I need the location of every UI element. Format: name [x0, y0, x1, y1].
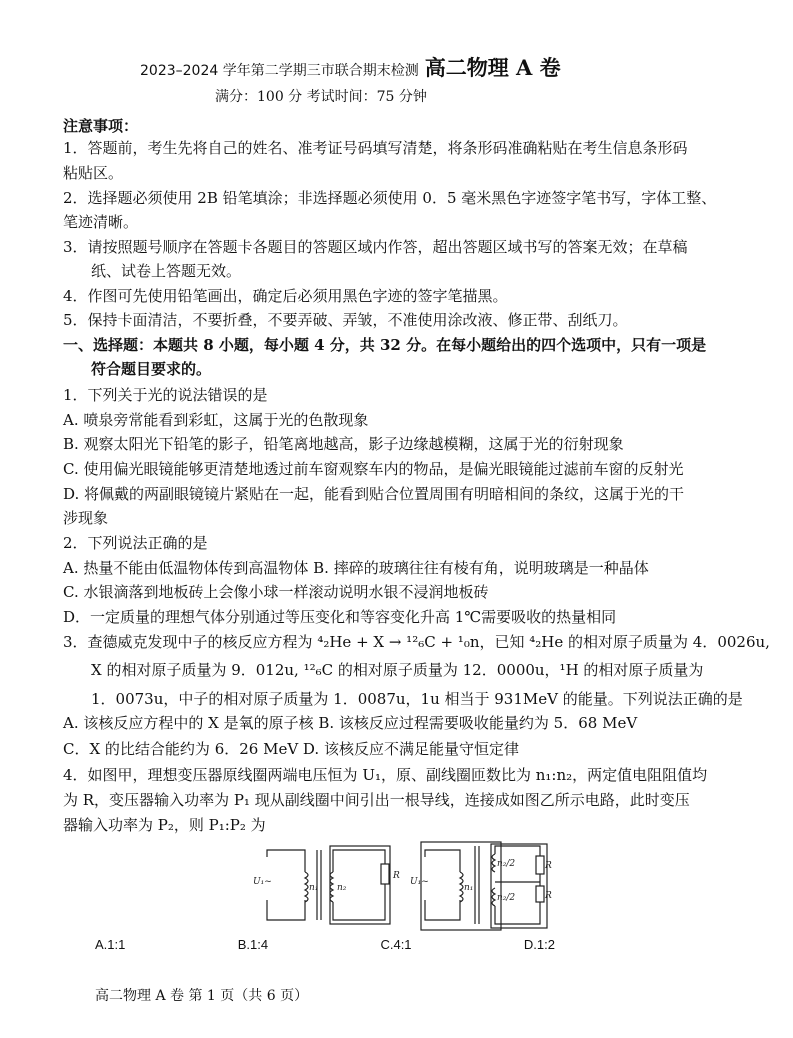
q1-option-b: B. 观察太阳光下铅笔的影子，铅笔离地越高，影子边缘越模糊，这属于光的衍射现象 [63, 435, 624, 453]
title-big: 高二物理 A 卷 [424, 55, 561, 80]
svg-text:n₁: n₁ [464, 883, 474, 893]
note-line: 纸、试卷上答题无效。 [91, 262, 242, 280]
note-line: 3．请按照题号顺序在答题卡各题目的答题区域内作答，超出答题区域书写的答案无效；在草稿 [63, 238, 688, 256]
note-line: 1．答题前，考生先将自己的姓名、准考证号码填写清楚，将条形码准确粘贴在考生信息条形码 [63, 139, 688, 157]
note-line: 5．保持卡面清洁，不要折叠，不要弄破、弄皱，不准使用涂改液、修正带、刮纸刀。 [63, 311, 628, 329]
svg-text:n₁: n₁ [309, 883, 319, 893]
q4-option-a: A.1:1 [95, 937, 126, 952]
notes-heading: 注意事项： [63, 117, 139, 135]
section-heading: 一、选择题：本题共 8 小题，每小题 4 分，共 32 分。在每小题给出的四个选项中，只有一项是 [63, 336, 707, 354]
q4-option-c: C.4:1 [380, 937, 412, 952]
q2-option-c: C. 水银滴落到地板砖上会像小球一样滚动说明水银不浸润地板砖 [63, 583, 489, 601]
svg-text:R: R [545, 861, 552, 871]
q4-option-b: B.1:4 [237, 937, 269, 952]
q3-option-ab: A. 该核反应方程中的 X 是氧的原子核 B. 该核反应过程需要吸收能量约为 5．68 MeV [63, 714, 638, 732]
q2-stem: 2．下列说法正确的是 [63, 534, 208, 552]
q4-option-d: D.1:2 [523, 937, 555, 952]
q1-option-c: C. 使用偏光眼镜能够更清楚地透过前车窗观察车内的物品，是偏光眼镜能过滤前车窗的反射光 [63, 460, 684, 478]
transformer-circuit-diagram [245, 842, 550, 930]
exam-subtitle: 满分：100 分 考试时间：75 分钟 [215, 89, 427, 105]
q4-stem: 4．如图甲，理想变压器原线圈两端电压恒为 U₁，原、副线圈匝数比为 n₁:n₂，两定值电阻阻值均 [63, 766, 708, 784]
title-small: 2023–2024 学年第二学期三市联合期末检测 [140, 63, 419, 79]
q1-stem: 1．下列关于光的说法错误的是 [63, 386, 268, 404]
q4-options [95, 937, 555, 952]
svg-text:R: R [393, 871, 400, 881]
q1-option-a: A. 喷泉旁常能看到彩虹，这属于光的色散现象 [63, 411, 369, 429]
svg-text:n₂: n₂ [337, 883, 347, 893]
note-line: 笔迹清晰。 [63, 213, 139, 231]
svg-text:R: R [545, 891, 552, 901]
svg-text:U₁~: U₁~ [253, 877, 272, 887]
svg-text:U₁~: U₁~ [410, 877, 429, 887]
svg-text:n₂/2: n₂/2 [497, 893, 516, 903]
exam-title [140, 52, 561, 82]
note-line: 2．选择题必须使用 2B 铅笔填涂；非选择题必须使用 0．5 毫米黑色字迹签字笔书写，字体工整、 [63, 189, 717, 207]
svg-text:n₂/2: n₂/2 [497, 859, 516, 869]
q4-stem-cont: 为 R，变压器输入功率为 P₁ 现从副线圈中间引出一根导线，连接成如图乙所示电路，此时变压 [63, 791, 690, 809]
q2-option-d: D．一定质量的理想气体分别通过等压变化和等容变化升高 1℃需要吸收的热量相同 [63, 608, 617, 626]
note-line: 4．作图可先使用铅笔画出，确定后必须用黑色字迹的签字笔描黑。 [63, 287, 508, 305]
q3-stem-cont: 1．0073u，中子的相对原子质量为 1．0087u，1u 相当于 931MeV 的能量。下列说法正确的是 [91, 690, 743, 708]
page-footer: 高二物理 A 卷 第 1 页（共 6 页） [95, 988, 309, 1004]
note-line: 粘贴区。 [63, 164, 124, 182]
q3-option-cd: C．X 的比结合能约为 6．26 MeV D. 该核反应不满足能量守恒定律 [63, 740, 519, 758]
q1-option-d: D. 将佩戴的两副眼镜镜片紧贴在一起，能看到贴合位置周围有明暗相间的条纹，这属于光的干 [63, 485, 685, 503]
q1-option-d-cont: 涉现象 [63, 509, 109, 527]
q3-stem: 3．查德威克发现中子的核反应方程为 ⁴₂He + X → ¹²₆C + ¹₀n，已知 ⁴₂He 的相对原子质量为 4．0026u, [63, 633, 770, 651]
section-heading-cont: 符合题目要求的。 [91, 360, 212, 378]
q3-stem-cont: X 的相对原子质量为 9．012u, ¹²₆C 的相对原子质量为 12．0000u，¹H 的相对原子质量为 [91, 661, 704, 679]
q4-stem-cont: 器输入功率为 P₂，则 P₁:P₂ 为 [63, 816, 266, 834]
q2-option-ab: A. 热量不能由低温物体传到高温物体 B. 摔碎的玻璃往往有棱有角，说明玻璃是一种晶体 [63, 559, 649, 577]
